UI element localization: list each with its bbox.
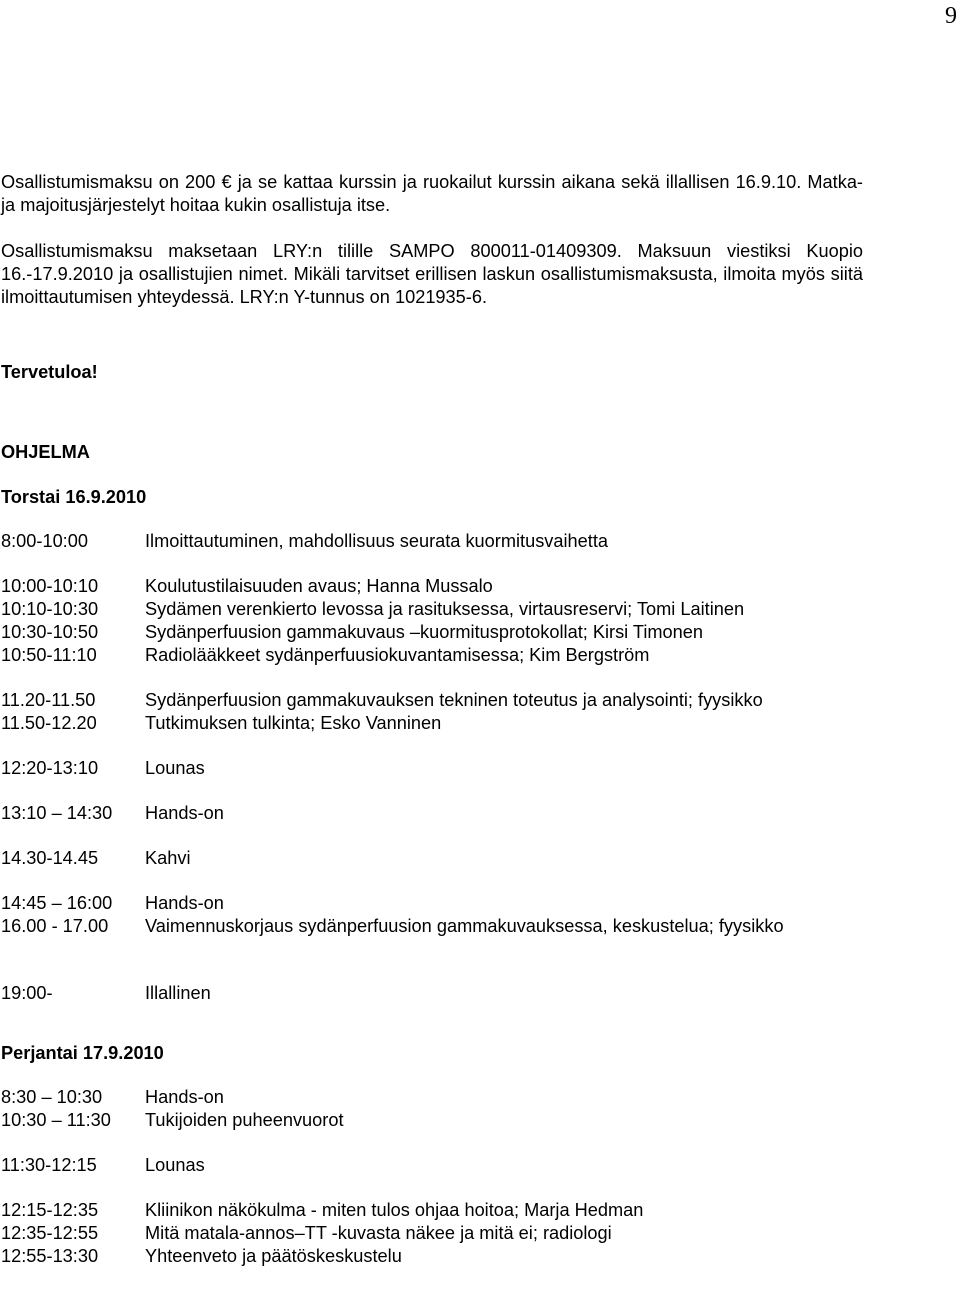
schedule-row [1,1154,863,1177]
schedule-description: Sydänperfuusion gammakuvaus –kuormitusprotokollat; Kirsi Timonen [145,622,704,642]
schedule-time: 12:35-12:55 [1,1223,99,1243]
schedule-time: 13:10 – 14:30 [1,803,113,823]
day1-schedule [1,530,863,1005]
schedule-time: 10:50-11:10 [1,645,97,665]
schedule-group [1,1199,863,1268]
schedule-time: 11.20-11.50 [1,690,96,710]
schedule-row [1,530,863,553]
day2-heading: Perjantai 17.9.2010 [1,1043,164,1063]
schedule-description: Radiolääkkeet sydänperfuusiokuvantamisessa; Kim Bergström [145,645,650,665]
schedule-time: 16.00 - 17.00 [1,916,109,936]
schedule-time: 12:55-13:30 [1,1246,99,1266]
schedule-row [1,757,863,780]
schedule-description: Kahvi [145,848,191,868]
schedule-row [1,598,863,621]
schedule-group [1,892,863,938]
schedule-row [1,1245,863,1268]
schedule-row [1,689,863,712]
schedule-time: 10:30 – 11:30 [1,1110,111,1130]
schedule-description: Tutkimuksen tulkinta; Esko Vanninen [145,713,442,733]
schedule-group [1,982,863,1005]
schedule-spacer [1,780,863,802]
schedule-description: Mitä matala-annos–TT -kuvasta näkee ja mitä ei; radiologi [145,1223,612,1243]
schedule-time: 19:00- [1,983,53,1003]
schedule-time: 10:10-10:30 [1,599,99,619]
schedule-row [1,712,863,735]
schedule-group [1,689,863,735]
schedule-time: 10:30-10:50 [1,622,99,642]
schedule-description: Yhteenveto ja päätöskeskustelu [145,1246,402,1266]
schedule-time: 11:30-12:15 [1,1155,97,1175]
schedule-description: Lounas [145,1155,205,1175]
schedule-time: 14:45 – 16:00 [1,893,113,913]
schedule-spacer [1,667,863,689]
schedule-time: 12:20-13:10 [1,758,99,778]
schedule-time: 10:00-10:10 [1,576,99,596]
schedule-row [1,575,863,598]
schedule-group [1,847,863,870]
day1-heading: Torstai 16.9.2010 [1,487,147,507]
schedule-row [1,892,863,915]
fee-paragraph: Osallistumismaksu on 200 € ja se kattaa kurssin ja ruokailut kurssin aikana sekä illallisen 16.9.10. Matka- ja majoitusjärjestelyt hoitaa kukin osallistuja itse. [1,172,863,215]
schedule-description: Illallinen [145,983,211,1003]
program-heading: OHJELMA [1,442,90,462]
schedule-spacer [1,735,863,757]
payment-paragraph: Osallistumismaksu maksetaan LRY:n tilille SAMPO 800011-01409309. Maksuun viestiksi Kuopio 16.-17.9.2010 ja osallistujien nimet. Mikäli tarvitset erillisen laskun osallistumismaksusta, ilmoita myös siitä ilmoittautumisen yhteydessä. LRY:n Y-tunnus on 1021935-6. [1,241,863,307]
schedule-description: Sydämen verenkierto levossa ja rasituksessa, virtausreservi; Tomi Laitinen [145,599,745,619]
welcome-heading: Tervetuloa! [1,362,98,382]
schedule-time: 11.50-12.20 [1,713,97,733]
schedule-group [1,1154,863,1177]
schedule-row [1,621,863,644]
schedule-description: Kliinikon näkökulma - miten tulos ohjaa hoitoa; Marja Hedman [145,1200,644,1220]
schedule-row [1,1109,863,1132]
schedule-time: 12:15-12:35 [1,1200,99,1220]
schedule-description: Lounas [145,758,205,778]
schedule-time: 14.30-14.45 [1,848,99,868]
schedule-group [1,757,863,780]
schedule-row [1,644,863,667]
schedule-group [1,530,863,553]
schedule-time: 8:00-10:00 [1,531,88,551]
schedule-row [1,1199,863,1222]
schedule-description: Hands-on [145,1087,224,1107]
schedule-spacer [1,938,863,982]
day2-schedule [1,1086,863,1268]
schedule-spacer [1,1132,863,1154]
schedule-description: Hands-on [145,893,224,913]
schedule-description: Tukijoiden puheenvuorot [145,1110,344,1130]
schedule-description: Koulutustilaisuuden avaus; Hanna Mussalo [145,576,493,596]
schedule-spacer [1,553,863,575]
schedule-spacer [1,870,863,892]
schedule-group [1,575,863,667]
schedule-row [1,982,863,1005]
schedule-spacer [1,1177,863,1199]
schedule-row [1,915,863,938]
schedule-group [1,1086,863,1132]
document-body [1,171,863,1268]
page-number: 9 [945,3,957,29]
schedule-row [1,1222,863,1245]
schedule-row [1,1086,863,1109]
schedule-row [1,847,863,870]
schedule-group [1,802,863,825]
schedule-description: Ilmoittautuminen, mahdollisuus seurata kuormitusvaihetta [145,531,608,551]
schedule-description: Hands-on [145,803,224,823]
schedule-row [1,802,863,825]
schedule-description: Vaimennuskorjaus sydänperfuusion gammakuvauksessa, keskustelua; fyysikko [145,916,784,936]
schedule-time: 8:30 – 10:30 [1,1087,103,1107]
schedule-spacer [1,825,863,847]
schedule-description: Sydänperfuusion gammakuvauksen tekninen toteutus ja analysointi; fyysikko [145,690,763,710]
